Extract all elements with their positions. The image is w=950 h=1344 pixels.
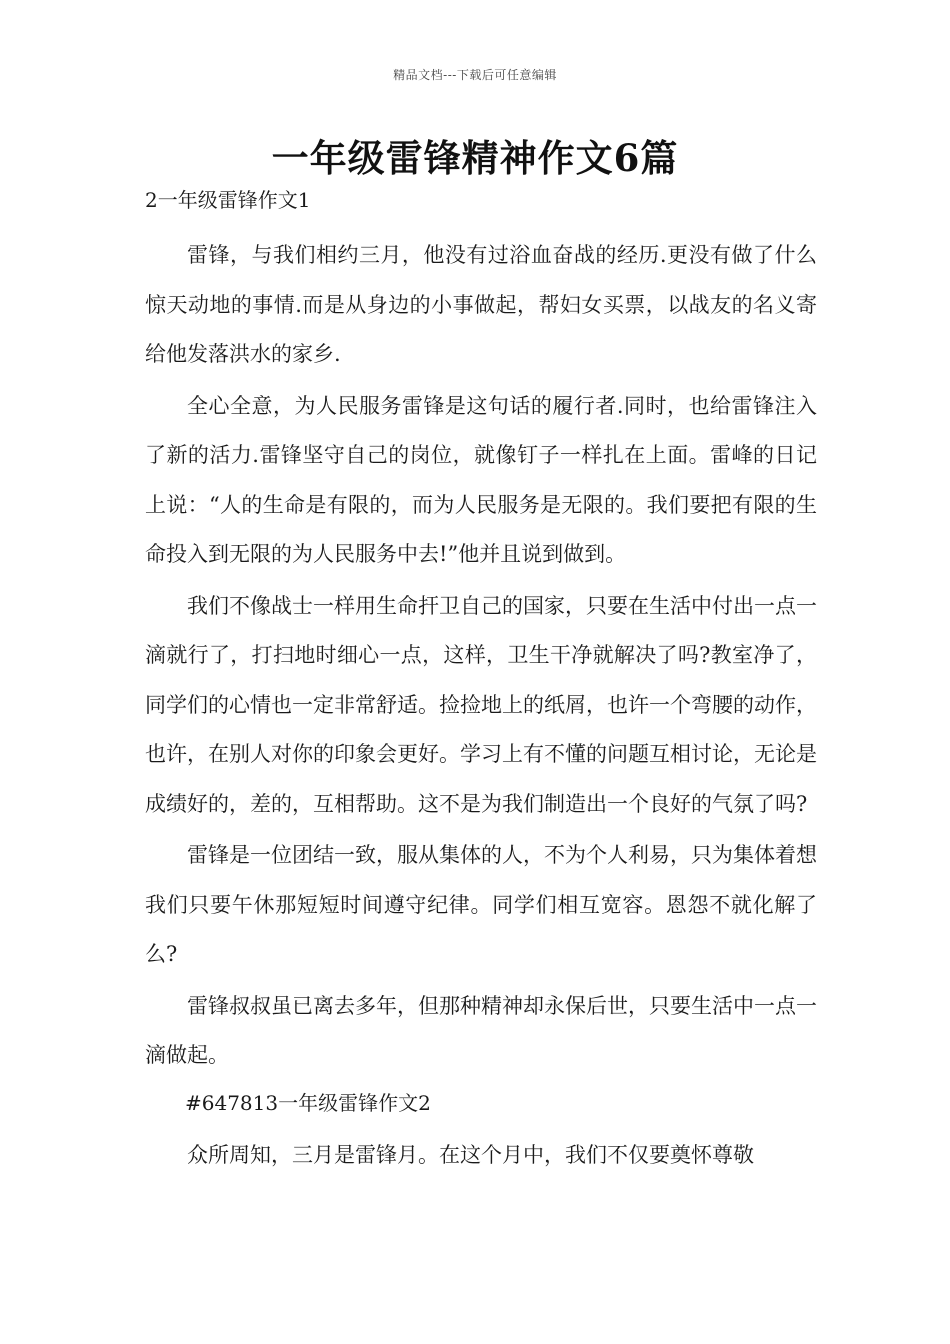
document-title: 一年级雷锋精神作文6篇: [271, 136, 679, 180]
document-body: [145, 183, 817, 1180]
header-note: 精品文档---下载后可任意编辑: [393, 68, 557, 82]
paragraph: 雷锋，与我们相约三月，他没有过浴血奋战的经历.更没有做了什么惊天动地的事情.而是从身边的小事做起，帮妇女买票，以战友的名义寄给他发落洪水的家乡.: [145, 243, 817, 366]
section-heading-2: #647813一年级雷锋作文2: [185, 1090, 431, 1115]
paragraph: 雷锋是一位团结一致，服从集体的人，不为个人利易，只为集体着想我们只要午休那短短时间遵守纪律。同学们相互宽容。恩怨不就化解了么?: [145, 843, 817, 966]
paragraph: 众所周知，三月是雷锋月。在这个月中，我们不仅要奠怀尊敬: [187, 1142, 754, 1167]
section-heading-1: 2一年级雷锋作文1: [145, 188, 311, 212]
paragraph: 我们不像战士一样用生命扞卫自己的国家，只要在生活中付出一点一滴就行了，打扫地时细心一点，这样，卫生干净就解决了吗?教室净了，同学们的心情也一定非常舒适。捡捡地上的纸屑，也许一个弯腰的动作，也许，在别人对你的印象会更好。学习上有不懂的问题互相讨论，无论是成绩好的，差的，互相帮助。这不是为我们制造出一个良好的气氛了吗?: [145, 593, 817, 816]
paragraph: 雷锋叔叔虽已离去多年，但那种精神却永保后世，只要生活中一点一滴做起。: [145, 993, 817, 1067]
paragraph: 全心全意，为人民服务雷锋是这句话的履行者.同时，也给雷锋注入了新的活力.雷锋坚守自己的岗位，就像钉子一样扎在上面。雷峰的日记上说：“人的生命是有限的，而为人民服务是无限的。我们要把有限的生命投入到无限的为人民服务中去!”他并且说到做到。: [145, 393, 817, 566]
